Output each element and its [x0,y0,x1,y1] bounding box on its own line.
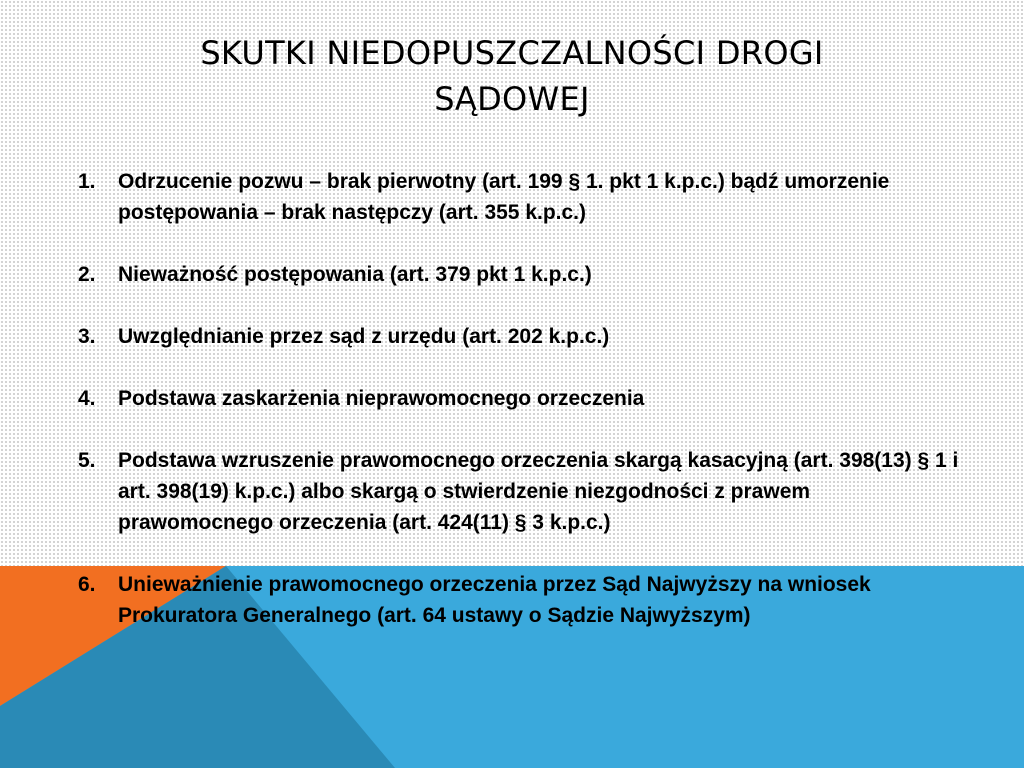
list-item-text: Nieważność postępowania (art. 379 pkt 1 k.p.c.) [118,263,592,286]
list-item-text: Uwzględnianie przez sąd z urzędu (art. 202 k.p.c.) [118,325,610,348]
list-item-number: 1. [78,170,96,193]
list-item-text: Unieważnienie prawomocnego orzeczenia przez Sąd Najwyższy na wniosek Prokuratora Generalnego (art. 64 ustawy o Sądzie Najwyższym) [118,573,871,627]
list-item [78,166,963,228]
numbered-list [78,166,963,662]
slide-title [0,30,1024,122]
list-item-text: Podstawa zaskarżenia nieprawomocnego orzeczenia [118,387,645,410]
list-item-text: Podstawa wzruszenie prawomocnego orzeczenia skargą kasacyjną (art. 398(13) § 1 i art. 398(19) k.p.c.) albo skargą o stwierdzenie niezgodności z prawem prawomocnego orzeczenia (art. 424(11) § 3 k.p.c.) [118,449,959,534]
list-item-number: 6. [78,573,96,596]
list-item-number: 5. [78,449,96,472]
list-item-text: Odrzucenie pozwu – brak pierwotny (art. 199 § 1. pkt 1 k.p.c.) bądź umorzenie postępowania – brak następczy (art. 355 k.p.c.) [118,170,890,224]
list-item [78,569,963,631]
list-item-number: 4. [78,387,96,410]
list-item [78,321,963,352]
slide-title-line-1: SKUTKI NIEDOPUSZCZALNOŚCI DROGI [200,34,824,72]
slide-title-line-2: SĄDOWEJ [434,80,590,118]
list-item [78,445,963,538]
list-item [78,383,963,414]
list-item-number: 3. [78,325,96,348]
list-item [78,259,963,290]
list-item-number: 2. [78,263,96,286]
